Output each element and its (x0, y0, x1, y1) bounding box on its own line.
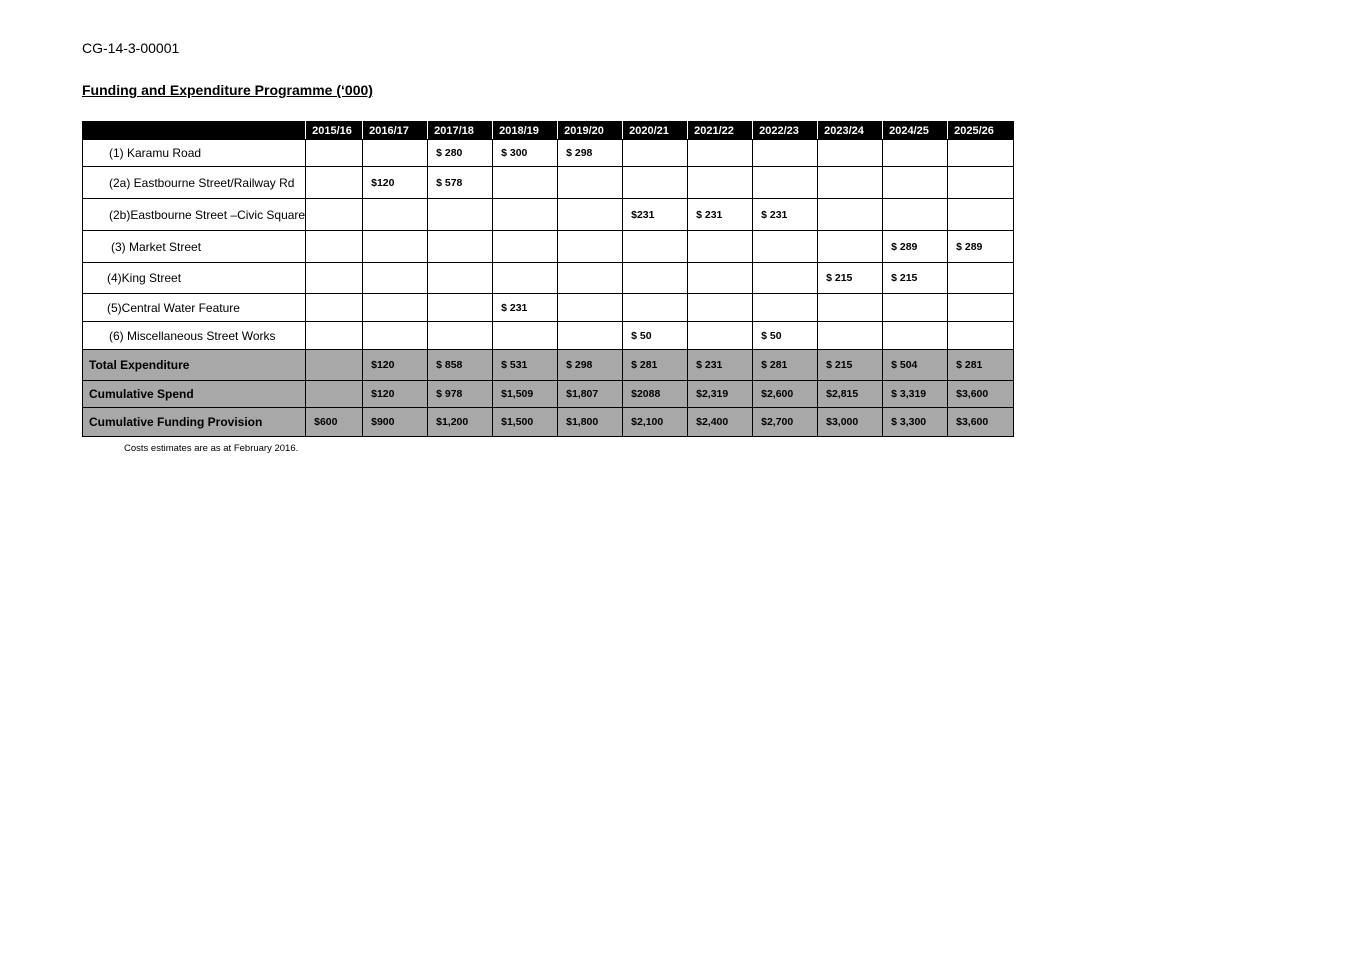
table-cell (753, 140, 818, 167)
table-cell (623, 294, 688, 322)
row-label: (2b)Eastbourne Street –Civic Square (83, 199, 306, 231)
row-label: (5)Central Water Feature (83, 294, 306, 322)
table-row (83, 322, 1014, 350)
table-cell (428, 322, 493, 350)
document-reference: CG-14-3-00001 (82, 40, 180, 56)
table-cell (493, 322, 558, 350)
table-cell (428, 294, 493, 322)
table-cell (688, 167, 753, 199)
table-cell (306, 167, 363, 199)
table-cell (363, 140, 428, 167)
total-cell: $600 (306, 408, 363, 437)
table-row (83, 140, 1014, 167)
table-cell (428, 263, 493, 294)
total-cell: $2088 (623, 381, 688, 408)
table-cell (753, 294, 818, 322)
row-label: (1) Karamu Road (83, 140, 306, 167)
table-cell (883, 199, 948, 231)
table-cell (688, 231, 753, 263)
total-cell: $ 504 (883, 350, 948, 381)
row-label: (2a) Eastbourne Street/Railway Rd (83, 167, 306, 199)
table-cell (428, 199, 493, 231)
total-cell: $3,600 (948, 381, 1014, 408)
table-cell (306, 140, 363, 167)
table-cell (753, 167, 818, 199)
table-cell (363, 294, 428, 322)
total-cell: $ 281 (948, 350, 1014, 381)
table-cell (363, 322, 428, 350)
table-cell (818, 140, 883, 167)
table-cell (493, 231, 558, 263)
column-header: 2021/22 (688, 122, 753, 140)
total-row (83, 350, 1014, 381)
row-label: (4)King Street (83, 263, 306, 294)
table-cell (948, 167, 1014, 199)
table-cell (688, 140, 753, 167)
table-cell: $ 289 (883, 231, 948, 263)
table-cell (428, 231, 493, 263)
total-cell: $ 215 (818, 350, 883, 381)
header-corner (83, 122, 306, 140)
table-cell (363, 231, 428, 263)
total-row (83, 408, 1014, 437)
column-header: 2019/20 (558, 122, 623, 140)
table-cell: $ 231 (688, 199, 753, 231)
table-cell (623, 167, 688, 199)
table-cell (493, 167, 558, 199)
table-cell: $ 215 (883, 263, 948, 294)
table-cell: $ 289 (948, 231, 1014, 263)
total-label: Cumulative Funding Provision (83, 408, 306, 437)
table-cell (818, 231, 883, 263)
table-cell (558, 167, 623, 199)
table-cell: $ 300 (493, 140, 558, 167)
total-cell: $ 858 (428, 350, 493, 381)
table-row (83, 294, 1014, 322)
table-cell (948, 263, 1014, 294)
total-cell (306, 350, 363, 381)
table-row (83, 231, 1014, 263)
table-cell (558, 231, 623, 263)
column-header: 2025/26 (948, 122, 1014, 140)
total-cell: $2,815 (818, 381, 883, 408)
header-row (83, 122, 1014, 140)
table-cell (883, 167, 948, 199)
table-cell: $ 50 (753, 322, 818, 350)
table-cell (493, 263, 558, 294)
total-cell: $ 531 (493, 350, 558, 381)
total-cell: $ 978 (428, 381, 493, 408)
table-cell (948, 199, 1014, 231)
total-cell: $2,400 (688, 408, 753, 437)
total-label: Total Expenditure (83, 350, 306, 381)
total-cell: $ 281 (753, 350, 818, 381)
table-cell (623, 263, 688, 294)
table-cell: $120 (363, 167, 428, 199)
table-cell (883, 140, 948, 167)
total-cell: $2,700 (753, 408, 818, 437)
footnote: Costs estimates are as at February 2016. (124, 443, 299, 454)
column-header: 2016/17 (363, 122, 428, 140)
table-cell: $ 231 (493, 294, 558, 322)
table-cell (883, 294, 948, 322)
column-header: 2020/21 (623, 122, 688, 140)
table-cell (558, 322, 623, 350)
table-row (83, 199, 1014, 231)
table-cell (818, 167, 883, 199)
table-cell (818, 322, 883, 350)
table-row (83, 167, 1014, 199)
table-row (83, 263, 1014, 294)
table-cell (753, 231, 818, 263)
total-cell: $2,600 (753, 381, 818, 408)
total-cell: $ 231 (688, 350, 753, 381)
total-cell: $3,000 (818, 408, 883, 437)
table-cell (688, 294, 753, 322)
total-cell: $3,600 (948, 408, 1014, 437)
table-cell (948, 294, 1014, 322)
total-cell (306, 381, 363, 408)
funding-table (82, 121, 1014, 437)
page-title: Funding and Expenditure Programme (‘000) (82, 82, 373, 98)
table-cell (493, 199, 558, 231)
table-cell: $ 50 (623, 322, 688, 350)
column-header: 2018/19 (493, 122, 558, 140)
total-cell: $1,500 (493, 408, 558, 437)
table-cell: $ 280 (428, 140, 493, 167)
table-cell (688, 322, 753, 350)
total-label: Cumulative Spend (83, 381, 306, 408)
total-cell: $1,200 (428, 408, 493, 437)
table-cell (688, 263, 753, 294)
table-cell (306, 231, 363, 263)
table-cell (306, 294, 363, 322)
column-header: 2017/18 (428, 122, 493, 140)
table-cell (623, 231, 688, 263)
table-cell: $ 215 (818, 263, 883, 294)
total-cell: $ 281 (623, 350, 688, 381)
table-cell (818, 294, 883, 322)
table-cell (818, 199, 883, 231)
column-header: 2023/24 (818, 122, 883, 140)
total-cell: $1,807 (558, 381, 623, 408)
column-header: 2022/23 (753, 122, 818, 140)
table-cell (883, 322, 948, 350)
total-cell: $1,509 (493, 381, 558, 408)
table-cell (306, 263, 363, 294)
table-cell (363, 263, 428, 294)
table-cell: $ 578 (428, 167, 493, 199)
total-row (83, 381, 1014, 408)
table-cell (306, 322, 363, 350)
table-cell: $231 (623, 199, 688, 231)
total-cell: $ 3,319 (883, 381, 948, 408)
total-cell: $2,100 (623, 408, 688, 437)
table-cell (948, 140, 1014, 167)
table-cell (753, 263, 818, 294)
table-cell: $ 231 (753, 199, 818, 231)
row-label: (3) Market Street (83, 231, 306, 263)
table-cell (558, 199, 623, 231)
column-header: 2024/25 (883, 122, 948, 140)
total-cell: $120 (363, 381, 428, 408)
table-cell: $ 298 (558, 140, 623, 167)
table-cell (948, 322, 1014, 350)
total-cell: $2,319 (688, 381, 753, 408)
total-cell: $ 3,300 (883, 408, 948, 437)
column-header: 2015/16 (306, 122, 363, 140)
table-cell (558, 294, 623, 322)
total-cell: $900 (363, 408, 428, 437)
row-label: (6) Miscellaneous Street Works (83, 322, 306, 350)
total-cell: $1,800 (558, 408, 623, 437)
total-cell: $ 298 (558, 350, 623, 381)
table-cell (558, 263, 623, 294)
table-cell (306, 199, 363, 231)
table-cell (363, 199, 428, 231)
total-cell: $120 (363, 350, 428, 381)
table-cell (623, 140, 688, 167)
